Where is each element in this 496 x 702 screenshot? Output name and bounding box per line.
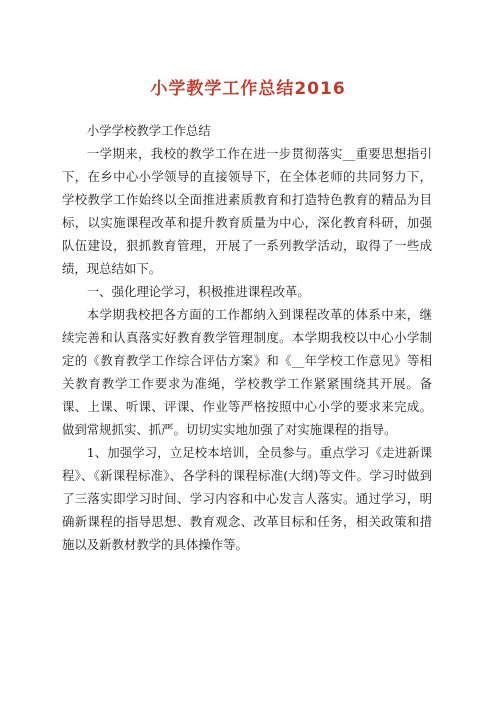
paragraph-intro: 一学期来，我校的教学工作在进一步贯彻落实__重要思想指引下，在乡中心小学领导的直接领导下，在全体老师的共同努力下，学校教学工作始终以全面推进素质教育和打造特色教育的精品为目标，以实施课程改革和提升教育质量为中心，深化教育科研，加强队伍建设，狠抓教育管理，开展了一系列教学活动，取得了一些成绩，现总结如下。 bbox=[62, 146, 432, 276]
paragraph-section-heading: 一、强化理论学习，积极推进课程改革。 bbox=[86, 284, 310, 299]
paragraph-subtitle: 小学学校教学工作总结 bbox=[86, 123, 211, 138]
document-title: 小学教学工作总结2016 bbox=[150, 79, 346, 99]
document-body bbox=[62, 119, 432, 556]
paragraph-section-body: 本学期我校把各方面的工作都纳入到课程改革的体系中来，继续完善和认真落实好教育教学管理制度。本学期我校以中心小学制定的《教育教学工作综合评估方案》和《__年学校工作意见》等相关教育教学工作要求为准绳，学校教学工作紧紧围绕其开展。备课、上课、听课、评课、作业等严格按照中心小学的要求来完成。做到常规抓实、抓严。切切实实地加强了对实施课程的指导。 bbox=[62, 307, 432, 437]
paragraph-item-1: 1、加强学习，立足校本培训，全员参与。重点学习《走进新课程》、《新课程标准》、各学科的课程标准(大纲)等文件。学习时做到了三落实即学习时间、学习内容和中心发言人落实。通过学习，明确新课程的指导思想、教育观念、改革目标和任务，相关政策和措施以及新教材教学的具体操作等。 bbox=[62, 445, 432, 552]
